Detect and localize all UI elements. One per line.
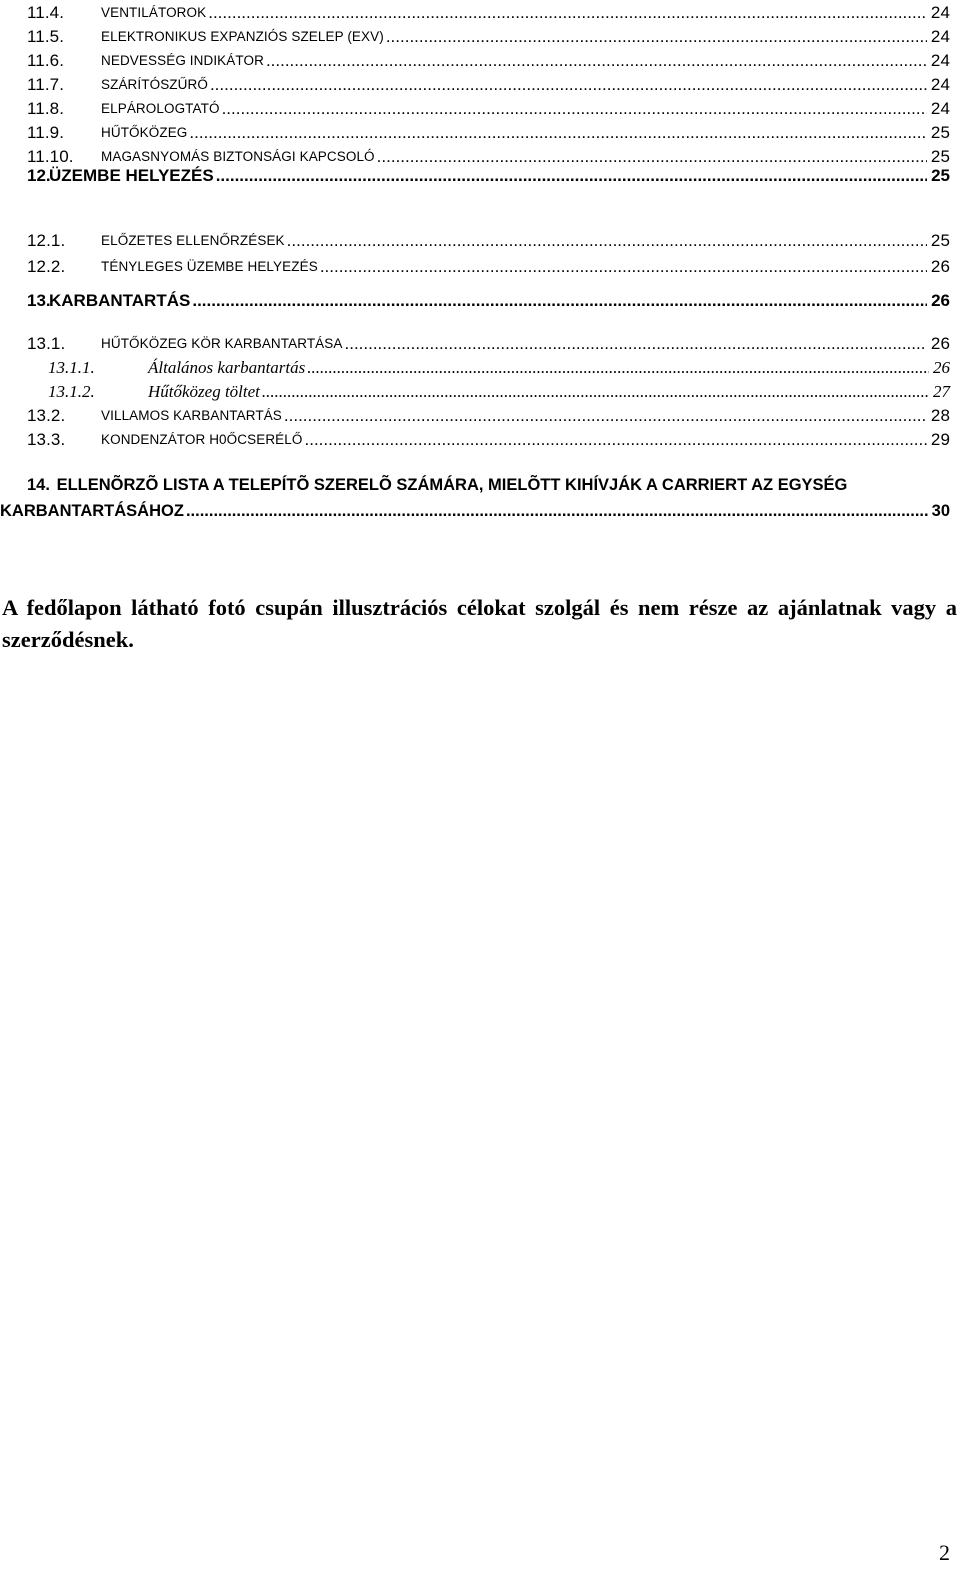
toc-entry-page: 24 — [930, 51, 950, 70]
toc-entry-line-2 — [0, 498, 950, 524]
toc-entry[interactable] — [27, 74, 950, 96]
toc-entry-page: 29 — [930, 430, 950, 449]
toc-entry-number: 11.9. — [27, 123, 65, 142]
toc-entry-page: 26 — [931, 291, 950, 310]
toc-entry-page: 26 — [930, 334, 950, 353]
toc-entry-number: 11.7. — [27, 75, 65, 94]
toc-entry-number: 11.6. — [27, 51, 65, 70]
toc-entry-chapter[interactable] — [27, 288, 950, 314]
toc-entry-page: 27 — [933, 382, 950, 401]
toc-entry-number: 11.4. — [27, 3, 65, 22]
toc-entry-title: SZÁRÍTÓSZŰRŐ — [101, 77, 208, 92]
toc-entry-number: 13.1.2. — [48, 382, 95, 401]
toc-entry[interactable] — [27, 98, 950, 120]
toc-entry-chapter[interactable] — [27, 163, 950, 189]
toc-entry-number: 14. — [27, 476, 50, 494]
toc-leader — [303, 429, 927, 451]
toc-leader — [208, 74, 927, 96]
toc-entry-title: Hűtőközeg töltet — [148, 382, 260, 401]
toc-entry-title: ELPÁROLOGTATÓ — [101, 101, 220, 116]
toc-entry-page: 25 — [930, 123, 950, 142]
toc-entry-title: ELEKTRONIKUS EXPANZIÓS SZELEP (EXV) — [101, 29, 384, 44]
toc-entry-page: 24 — [930, 99, 950, 118]
toc-entry-title: ÜZEMBE HELYEZÉS — [49, 166, 214, 185]
toc-leader — [343, 333, 927, 355]
toc-leader — [220, 98, 927, 120]
toc-entry-title: KARBANTARTÁS — [49, 291, 191, 310]
toc-entry-number: 12. — [27, 166, 51, 185]
toc-entry-number: 13.2. — [27, 406, 66, 425]
toc-leader — [214, 163, 927, 189]
toc-entry-page: 30 — [931, 502, 950, 520]
toc-leader — [264, 50, 927, 72]
toc-entry-title: ELŐZETES ELLENŐRZÉSEK — [101, 233, 285, 248]
toc-entry-number: 13.1.1. — [48, 358, 95, 377]
toc-leader — [190, 288, 927, 314]
toc-entry-number: 11.5. — [27, 27, 65, 46]
toc-entry-page: 24 — [930, 75, 950, 94]
toc-entry-chapter-long[interactable] — [0, 472, 950, 524]
toc-leader — [285, 230, 927, 252]
toc-entry-number: 11.8. — [27, 99, 65, 118]
toc-entry-title: Általános karbantartás — [148, 358, 306, 377]
toc-leader — [282, 405, 927, 427]
toc-entry[interactable] — [27, 2, 950, 24]
toc-entry-number: 11.10. — [27, 147, 74, 166]
toc-entry[interactable] — [27, 122, 950, 144]
toc-entry-page: 25 — [930, 147, 950, 166]
toc-leader — [206, 2, 927, 24]
toc-leader — [260, 381, 929, 403]
toc-entry-page: 26 — [930, 257, 950, 276]
toc-entry-number: 13. — [27, 291, 51, 310]
toc-leader — [305, 357, 929, 379]
toc-entry-title: HŰTŐKÖZEG — [101, 125, 188, 140]
disclaimer-notice: A fedőlapon látható fotó csupán illusztrációs célokat szolgál és nem része az ajánlatnak vagy a szerződésnek. — [2, 595, 957, 652]
toc-entry-title: ELLENÕRZÕ LISTA A TELEPÍTÕ SZERELÕ SZÁMÁRA, MIELÕTT KIHÍVJÁK A CARRIERT AZ EGYSÉG — [56, 476, 848, 494]
toc-leader — [184, 498, 928, 524]
toc-entry-page: 25 — [931, 166, 950, 185]
toc-entry-title: VILLAMOS KARBANTARTÁS — [101, 408, 282, 423]
toc-entry-page: 24 — [930, 3, 950, 22]
toc-entry[interactable] — [27, 429, 950, 451]
toc-entry[interactable] — [27, 333, 950, 355]
toc-entry-title: KONDENZÁTOR H0ŐCSERÉLŐ — [101, 432, 303, 447]
toc-entry-subsection[interactable] — [48, 357, 950, 379]
toc-entry[interactable] — [27, 26, 950, 48]
toc-entry-title: NEDVESSÉG INDIKÁTOR — [101, 53, 264, 68]
toc-entry-number: 13.3. — [27, 430, 66, 449]
toc-entry[interactable] — [27, 405, 950, 427]
toc-leader — [187, 122, 926, 144]
toc-entry-title-continued: KARBANTARTÁSÁHOZ — [0, 502, 184, 520]
toc-entry-subsection[interactable] — [48, 381, 950, 403]
toc-leader — [318, 256, 927, 278]
toc-entry-page: 28 — [930, 406, 950, 425]
toc-leader — [384, 26, 927, 48]
toc-entry[interactable] — [27, 50, 950, 72]
toc-entry-number: 13.1. — [27, 334, 66, 353]
toc-entry-line-1 — [27, 472, 950, 498]
toc-entry-number: 12.2. — [27, 257, 66, 276]
toc-entry-title: VENTILÁTOROK — [101, 5, 207, 20]
toc-entry-page: 25 — [930, 231, 950, 250]
toc-entry-title: MAGASNYOMÁS BIZTONSÁGI KAPCSOLÓ — [101, 149, 375, 164]
toc-entry-title: HŰTŐKÖZEG KÖR KARBANTARTÁSA — [101, 336, 343, 351]
toc-entry-title: TÉNYLEGES ÜZEMBE HELYEZÉS — [101, 259, 318, 274]
toc-entry-page: 24 — [930, 27, 950, 46]
toc-entry-number: 12.1. — [27, 231, 66, 250]
toc-entry[interactable] — [27, 256, 950, 278]
page-number: 2 — [939, 1540, 950, 1565]
toc-entry-page: 26 — [933, 358, 950, 377]
toc-entry[interactable] — [27, 230, 950, 252]
